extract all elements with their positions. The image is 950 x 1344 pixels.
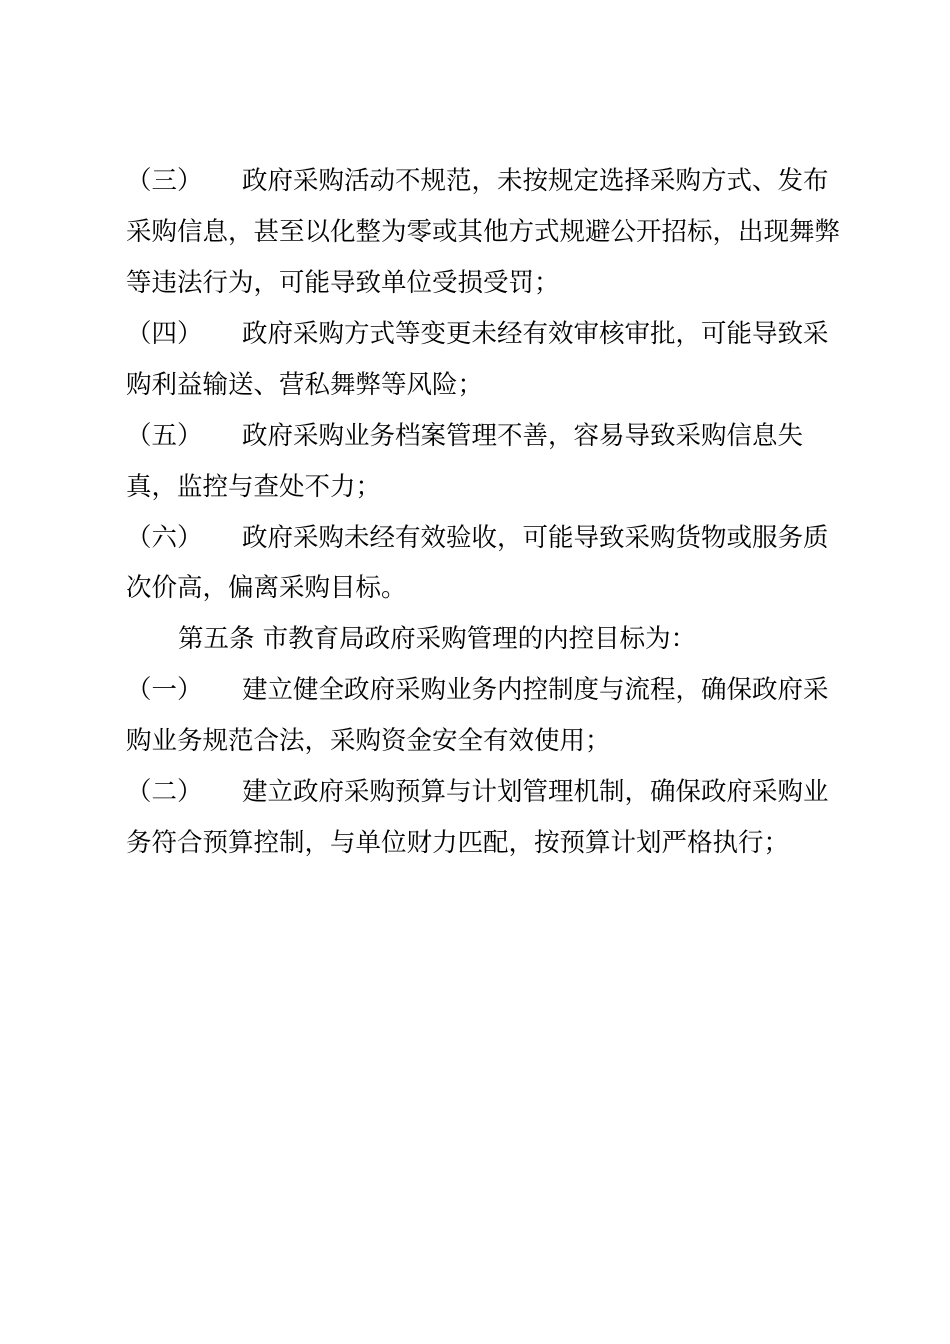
item-number: （三） xyxy=(126,166,203,196)
paragraph-line xyxy=(126,521,846,555)
paragraph-line xyxy=(126,826,846,860)
paragraph-line xyxy=(126,317,846,351)
paragraph-line xyxy=(126,470,846,504)
item-text: 政府采购活动不规范，未按规定选择采购方式、发布 xyxy=(242,166,829,196)
paragraph-line xyxy=(126,419,846,453)
paragraph-line xyxy=(126,266,846,300)
item-text: 等违法行为，可能导致单位受损受罚； xyxy=(126,268,560,298)
item-text: 政府采购方式等变更未经有效审核审批，可能导致采 xyxy=(242,319,829,349)
item-number: （二） xyxy=(126,777,203,807)
item-text: 次价高，偏离采购目标。 xyxy=(126,573,407,603)
paragraph-line xyxy=(126,164,846,198)
paragraph-line xyxy=(126,368,846,402)
paragraph-line xyxy=(126,215,846,249)
item-text: 政府采购未经有效验收，可能导致采购货物或服务质 xyxy=(242,523,829,553)
item-text: 建立健全政府采购业务内控制度与流程，确保政府采 xyxy=(242,675,829,705)
item-number: （五） xyxy=(126,421,203,451)
item-text: 建立政府采购预算与计划管理机制，确保政府采购业 xyxy=(242,777,829,807)
item-text: 购业务规范合法，采购资金安全有效使用； xyxy=(126,726,611,756)
paragraph-line xyxy=(126,571,846,605)
item-text: 务符合预算控制，与单位财力匹配，按预算计划严格执行； xyxy=(126,828,790,858)
item-text: 采购信息，甚至以化整为零或其他方式规避公开招标，出现舞弊 xyxy=(126,217,841,247)
item-text: 政府采购业务档案管理不善，容易导致采购信息失 xyxy=(242,421,804,451)
paragraph-line xyxy=(126,724,846,758)
item-text: 真，监控与查处不力； xyxy=(126,472,382,502)
item-number: （一） xyxy=(126,675,203,705)
article-heading: 第五条 市教育局政府采购管理的内控目标为： xyxy=(178,624,697,654)
item-number: （六） xyxy=(126,523,203,553)
paragraph-line xyxy=(126,673,846,707)
paragraph-line xyxy=(126,775,846,809)
item-number: （四） xyxy=(126,319,203,349)
item-text: 购利益输送、营私舞弊等风险； xyxy=(126,370,484,400)
